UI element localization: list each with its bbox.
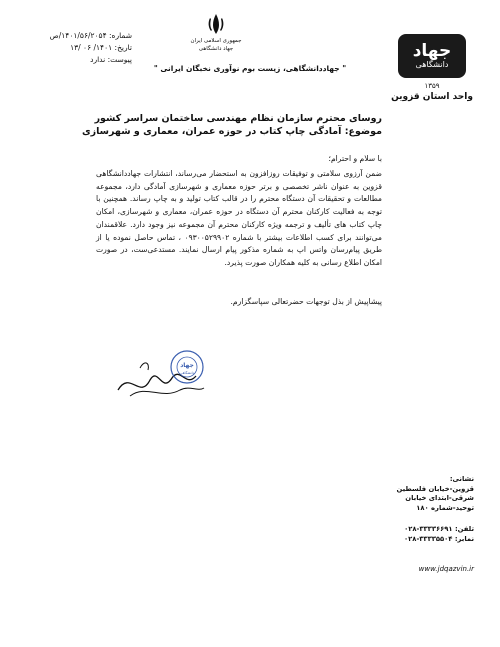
jahad-logo (398, 34, 466, 78)
emblem-text-1: جمهوری اسلامی ایران (190, 38, 242, 44)
ref-date: تاریخ: ۱۴۰۱/ ۰۶ /۱۳ (70, 43, 132, 52)
phone: تلفن: ۳۳۳۳۶۶۹۱-۰۲۸ (404, 525, 474, 533)
address-line-3: توحید-شماره ۱۸۰ (416, 503, 474, 512)
logo-year: ۱۳۵۹ (424, 82, 440, 90)
body-paragraph: ضمن آرزوی سلامتی و توفیقات روزافزون به استحضار می‌رساند، انتشارات جهاددانشگاهی قزوین به عنوان ناشر تخصصی و برتر حوزه معماری و شهرسازی آمادگی دارد، مجموعه مطالعات و تحقیقات آن دستگاه محترم را در قالب کتاب تولید و به چاپ رساند. همچنین با توجه به فعالیت کارکنان محترم آن دستگاه در حوزه عمران، معماری و شهرسازی، امکان چاپ کتاب های تألیف و ترجمه ویژه کارکنان محترم آن مجموعه نیز وجود دارد. علاقمندان می‌توانند برای کسب اطلاعات بیشتر با شماره ۰۹۳۰۰۵۲۹۹۰۲ ، تماس حاصل نموده یا از طریق پیام‌رسان واتس اپ به شماره مذکور پیام ارسال نمایند. مستدعی‌ست، در صورت امکان اطلاع رسانی به کلیه همکاران صورت پذیرد. (96, 169, 383, 267)
logo-subtitle: دانشگاهی (415, 60, 449, 69)
salutation: با سلام و احترام؛ (328, 154, 382, 163)
contact-block (386, 475, 474, 544)
emblem-text-2: جهاد دانشگاهی (198, 46, 234, 52)
iran-emblem-icon (204, 12, 228, 36)
ref-attachment: پیوست: ندارد (90, 55, 132, 64)
stamp-subtitle: دانشگاهی (179, 371, 195, 375)
closing-line: پیشاپیش از بذل توجهات حضرتعالی سپاسگزارم. (230, 297, 382, 306)
address-line-2: شرقی-ابتدای خیابان (405, 494, 474, 502)
address-label: نشانی: (449, 475, 474, 483)
ref-number: شماره: ۱۴۰۱/۵۶/۲۰۵۴/ص (49, 31, 132, 40)
recipient-line: روسای محترم سازمان نظام مهندسی ساختمان سراسر کشور (94, 113, 382, 124)
website-link[interactable]: www.jdqazvin.ir (418, 565, 474, 573)
stamp-title: جهاد (180, 362, 194, 369)
logo-unit: واحد استان قزوین (391, 92, 473, 102)
official-stamp (170, 350, 204, 384)
motto: " جهاددانشگاهی، زیست بوم نوآوری نخبگان ایرانی " (153, 64, 347, 73)
address-line-1: قزوین-خیابان فلسطین (396, 484, 474, 493)
reference-block (40, 30, 132, 66)
subject-line: موضوع: آمادگی چاپ کتاب در حوزه عمران، معماری و شهرسازی (81, 126, 382, 137)
fax: نمابر: ۳۳۳۳۵۵۰۴-۰۲۸ (403, 534, 474, 543)
logo-title: جهاد (412, 41, 452, 61)
